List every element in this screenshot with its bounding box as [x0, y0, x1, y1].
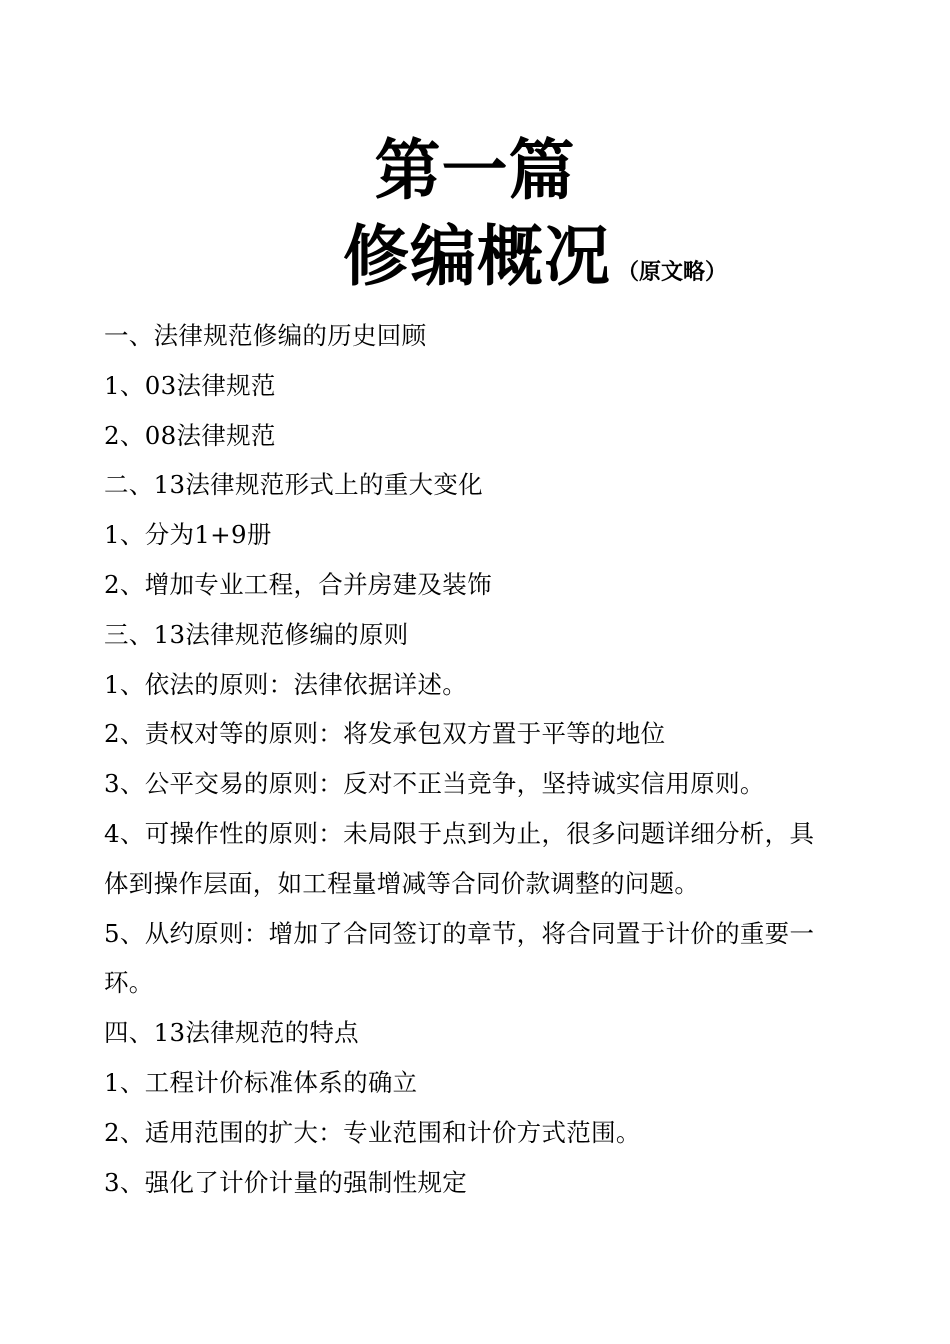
- section-heading: 三、13法律规范修编的原则: [104, 619, 409, 649]
- list-item: 1、依法的原则：法律依据详述。: [104, 669, 468, 699]
- section-heading: 一、法律规范修编的历史回顾: [104, 321, 427, 350]
- list-item: 3、强化了计价计量的强制性规定: [104, 1167, 468, 1197]
- list-item: 5、从约原则：增加了合同签订的章节，将合同置于计价的重要一: [104, 918, 815, 948]
- list-item-continuation: 体到操作层面，如工程量增减等合同价款调整的问题。: [104, 868, 700, 898]
- list-item: 2、适用范围的扩大：专业范围和计价方式范围。: [104, 1117, 641, 1147]
- chapter-subtitle-row: [120, 214, 950, 316]
- section-heading: 四、13法律规范的特点: [104, 1018, 359, 1048]
- list-item: 1、03法律规范: [104, 370, 276, 400]
- list-item-continuation: 环。: [104, 968, 154, 998]
- list-item: 2、责权对等的原则：将发承包双方置于平等的地位: [104, 719, 666, 749]
- body-text: [104, 311, 844, 1207]
- list-item: 2、08法律规范: [104, 420, 276, 450]
- section-heading: 二、13法律规范形式上的重大变化: [104, 470, 483, 500]
- list-item: 1、工程计价标准体系的确立: [104, 1067, 418, 1097]
- list-item: 1、分为1+9册: [104, 520, 272, 550]
- list-item: 3、公平交易的原则：反对不正当竞争，坚持诚实信用原则。: [104, 769, 765, 799]
- chapter-subtitle: 修编概况: [342, 218, 611, 295]
- chapter-title: 第一篇: [374, 132, 576, 209]
- omitted-note: （原文略）: [616, 260, 727, 285]
- list-item: 4、可操作性的原则：未局限于点到为止，很多问题详细分析，具: [104, 818, 815, 848]
- title-block: [0, 128, 950, 316]
- list-item: 2、增加专业工程，合并房建及装饰: [104, 569, 492, 599]
